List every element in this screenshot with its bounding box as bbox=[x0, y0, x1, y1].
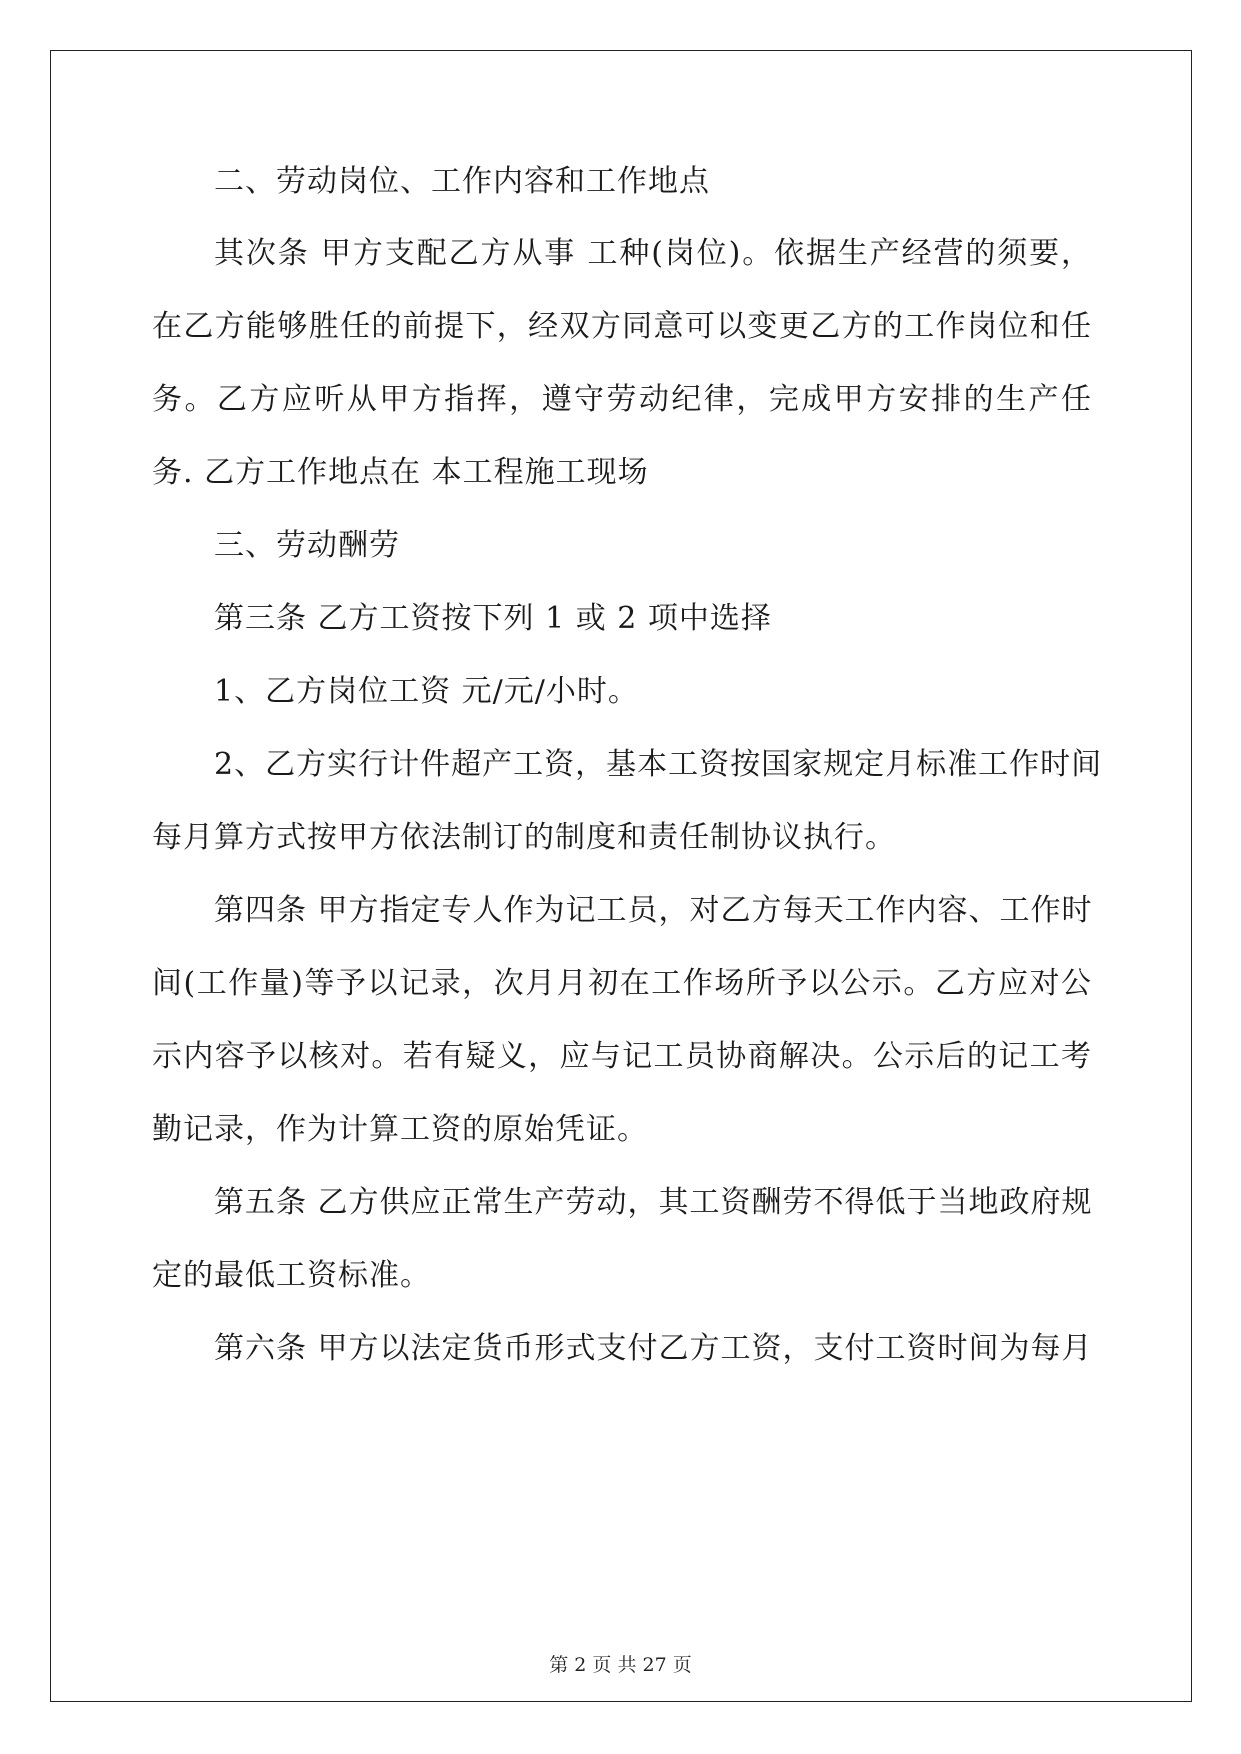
paragraph-line: 第三条 乙方工资按下列 1 或 2 项中选择 bbox=[214, 601, 772, 636]
paragraph-line: 定的最低工资标准。 bbox=[152, 1258, 431, 1293]
paragraph-line: 每月算方式按甲方依法制订的制度和责任制协议执行。 bbox=[152, 820, 896, 855]
section-heading: 三、劳动酬劳 bbox=[214, 528, 400, 563]
paragraph-line: 示内容予以核对。若有疑义，应与记工员协商解决。公示后的记工考 bbox=[152, 1039, 1092, 1074]
page-border bbox=[50, 50, 1192, 1702]
paragraph-line: 第六条 甲方以法定货币形式支付乙方工资，支付工资时间为每月 bbox=[214, 1331, 1093, 1366]
paragraph-line: 1、乙方岗位工资 元/元/小时。 bbox=[214, 674, 639, 709]
section-heading: 二、劳动岗位、工作内容和工作地点 bbox=[214, 164, 710, 199]
paragraph-line: 勤记录，作为计算工资的原始凭证。 bbox=[152, 1112, 648, 1147]
paragraph-line: 务。乙方应听从甲方指挥，遵守劳动纪律，完成甲方安排的生产任 bbox=[152, 382, 1092, 417]
paragraph-line: 其次条 甲方支配乙方从事 工种(岗位)。依据生产经营的须要， bbox=[214, 236, 1092, 271]
paragraph-line: 务. 乙方工作地点在 本工程施工现场 bbox=[152, 455, 649, 490]
paragraph-line: 第五条 乙方供应正常生产劳动，其工资酬劳不得低于当地政府规 bbox=[214, 1185, 1093, 1220]
paragraph-line: 2、乙方实行计件超产工资，基本工资按国家规定月标准工作时间 bbox=[214, 747, 1103, 782]
paragraph-line: 第四条 甲方指定专人作为记工员，对乙方每天工作内容、工作时 bbox=[214, 893, 1093, 928]
page-number: 第 2 页 共 27 页 bbox=[549, 1654, 692, 1676]
paragraph-line: 间(工作量)等予以记录，次月月初在工作场所予以公示。乙方应对公 bbox=[152, 966, 1092, 1001]
paragraph-line: 在乙方能够胜任的前提下，经双方同意可以变更乙方的工作岗位和任 bbox=[152, 309, 1092, 344]
